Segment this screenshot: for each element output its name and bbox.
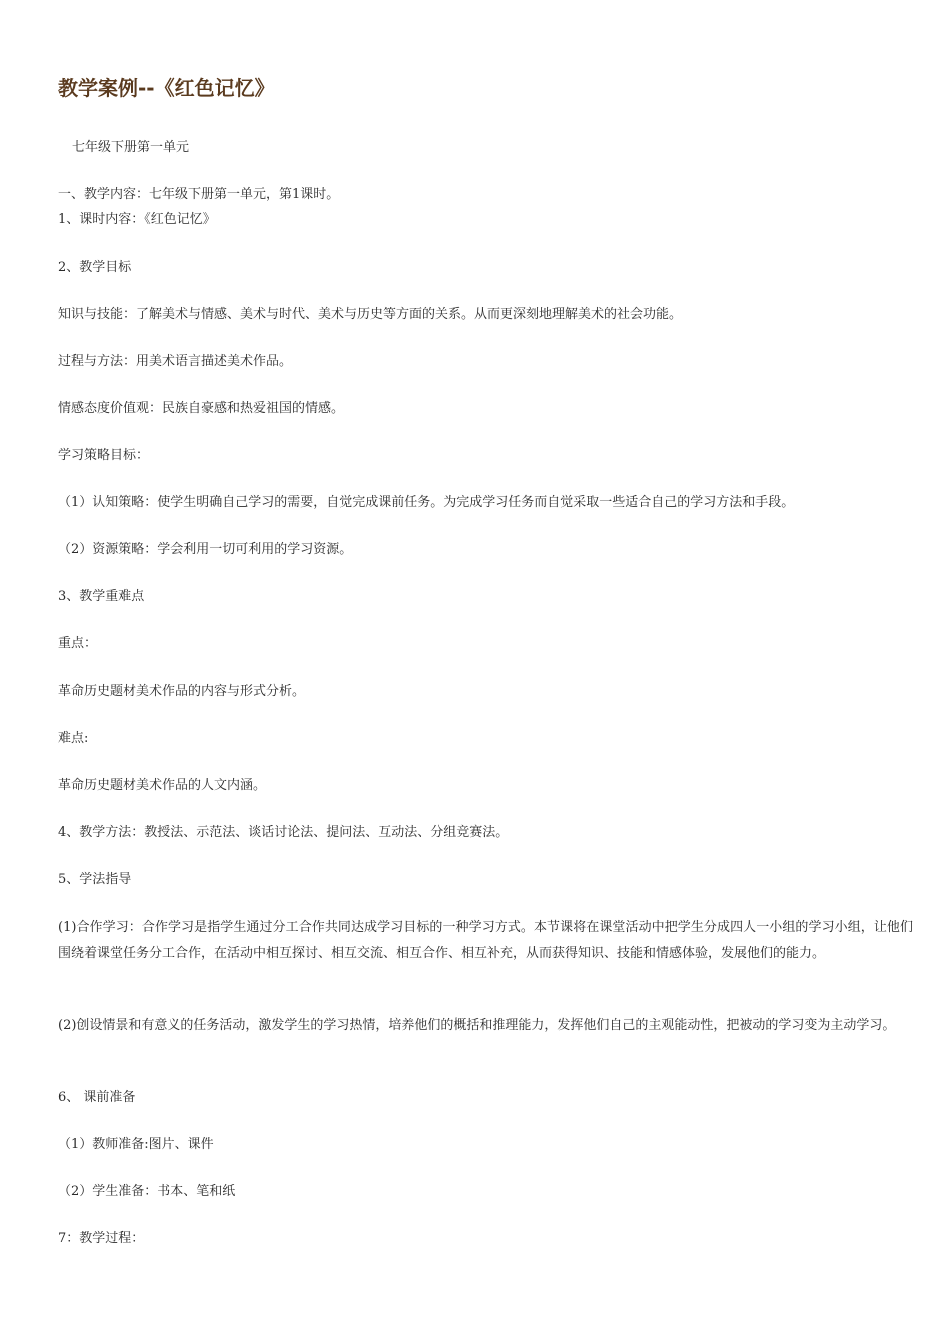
- heading-preparation: 6、 课前准备: [58, 1090, 136, 1105]
- lesson-content: 1、课时内容：《红色记忆》: [58, 212, 216, 227]
- heading-teaching-process: 7：教学过程：: [58, 1231, 145, 1246]
- goal-process-methods: 过程与方法：用美术语言描述美术作品。: [58, 354, 293, 369]
- heading-teaching-goals: 2、教学目标: [58, 260, 132, 275]
- strategy-resource: （2）资源策略：学会利用一切可利用的学习资源。: [58, 542, 353, 557]
- heading-learning-strategy: 学习策略目标：: [58, 448, 150, 463]
- goal-values: 情感态度价值观：民族自豪感和热爱祖国的情感。: [58, 401, 345, 416]
- guidance-cooperative-learning: (1)合作学习：合作学习是指学生通过分工合作共同达成学习目标的一种学习方式。本节课将在课堂活动中把学生分成四人一小组的学习小组，让他们围绕着课堂任务分工合作，在活动中相互探讨、相互交流、相互合作、相互补充，从而获得知识、技能和情感体验，发展他们的能力。: [58, 920, 913, 961]
- unit-subtitle: 七年级下册第一单元: [72, 140, 190, 155]
- goal-knowledge-skills: 知识与技能：了解美术与情感、美术与时代、美术与历史等方面的关系。从而更深刻地理解美术的社会功能。: [58, 307, 683, 322]
- section-teaching-content: 一、教学内容：七年级下册第一单元，第1课时。: [58, 187, 340, 202]
- prep-teacher: （1）教师准备:图片、课件: [58, 1137, 214, 1152]
- document-title: 教学案例--《红色记忆》: [58, 76, 275, 100]
- key-point-text: 革命历史题材美术作品的内容与形式分析。: [58, 684, 306, 699]
- label-difficult-point: 难点:: [58, 731, 89, 746]
- teaching-methods: 4、教学方法：教授法、示范法、谈话讨论法、提问法、互动法、分组竞赛法。: [58, 825, 509, 840]
- heading-key-difficult-points: 3、教学重难点: [58, 589, 145, 604]
- difficult-point-text: 革命历史题材美术作品的人文内涵。: [58, 778, 267, 793]
- strategy-cognitive: （1）认知策略：使学生明确自己学习的需要，自觉完成课前任务。为完成学习任务而自觉采取一些适合自己的学习方法和手段。: [58, 495, 795, 510]
- heading-learning-guidance: 5、学法指导: [58, 872, 132, 887]
- guidance-task-activities: (2)创设情景和有意义的任务活动，激发学生的学习热情，培养他们的概括和推理能力，发挥他们自己的主观能动性，把被动的学习变为主动学习。: [58, 1018, 896, 1033]
- label-key-point: 重点：: [58, 636, 98, 651]
- prep-student: （2）学生准备：书本、笔和纸: [58, 1184, 236, 1199]
